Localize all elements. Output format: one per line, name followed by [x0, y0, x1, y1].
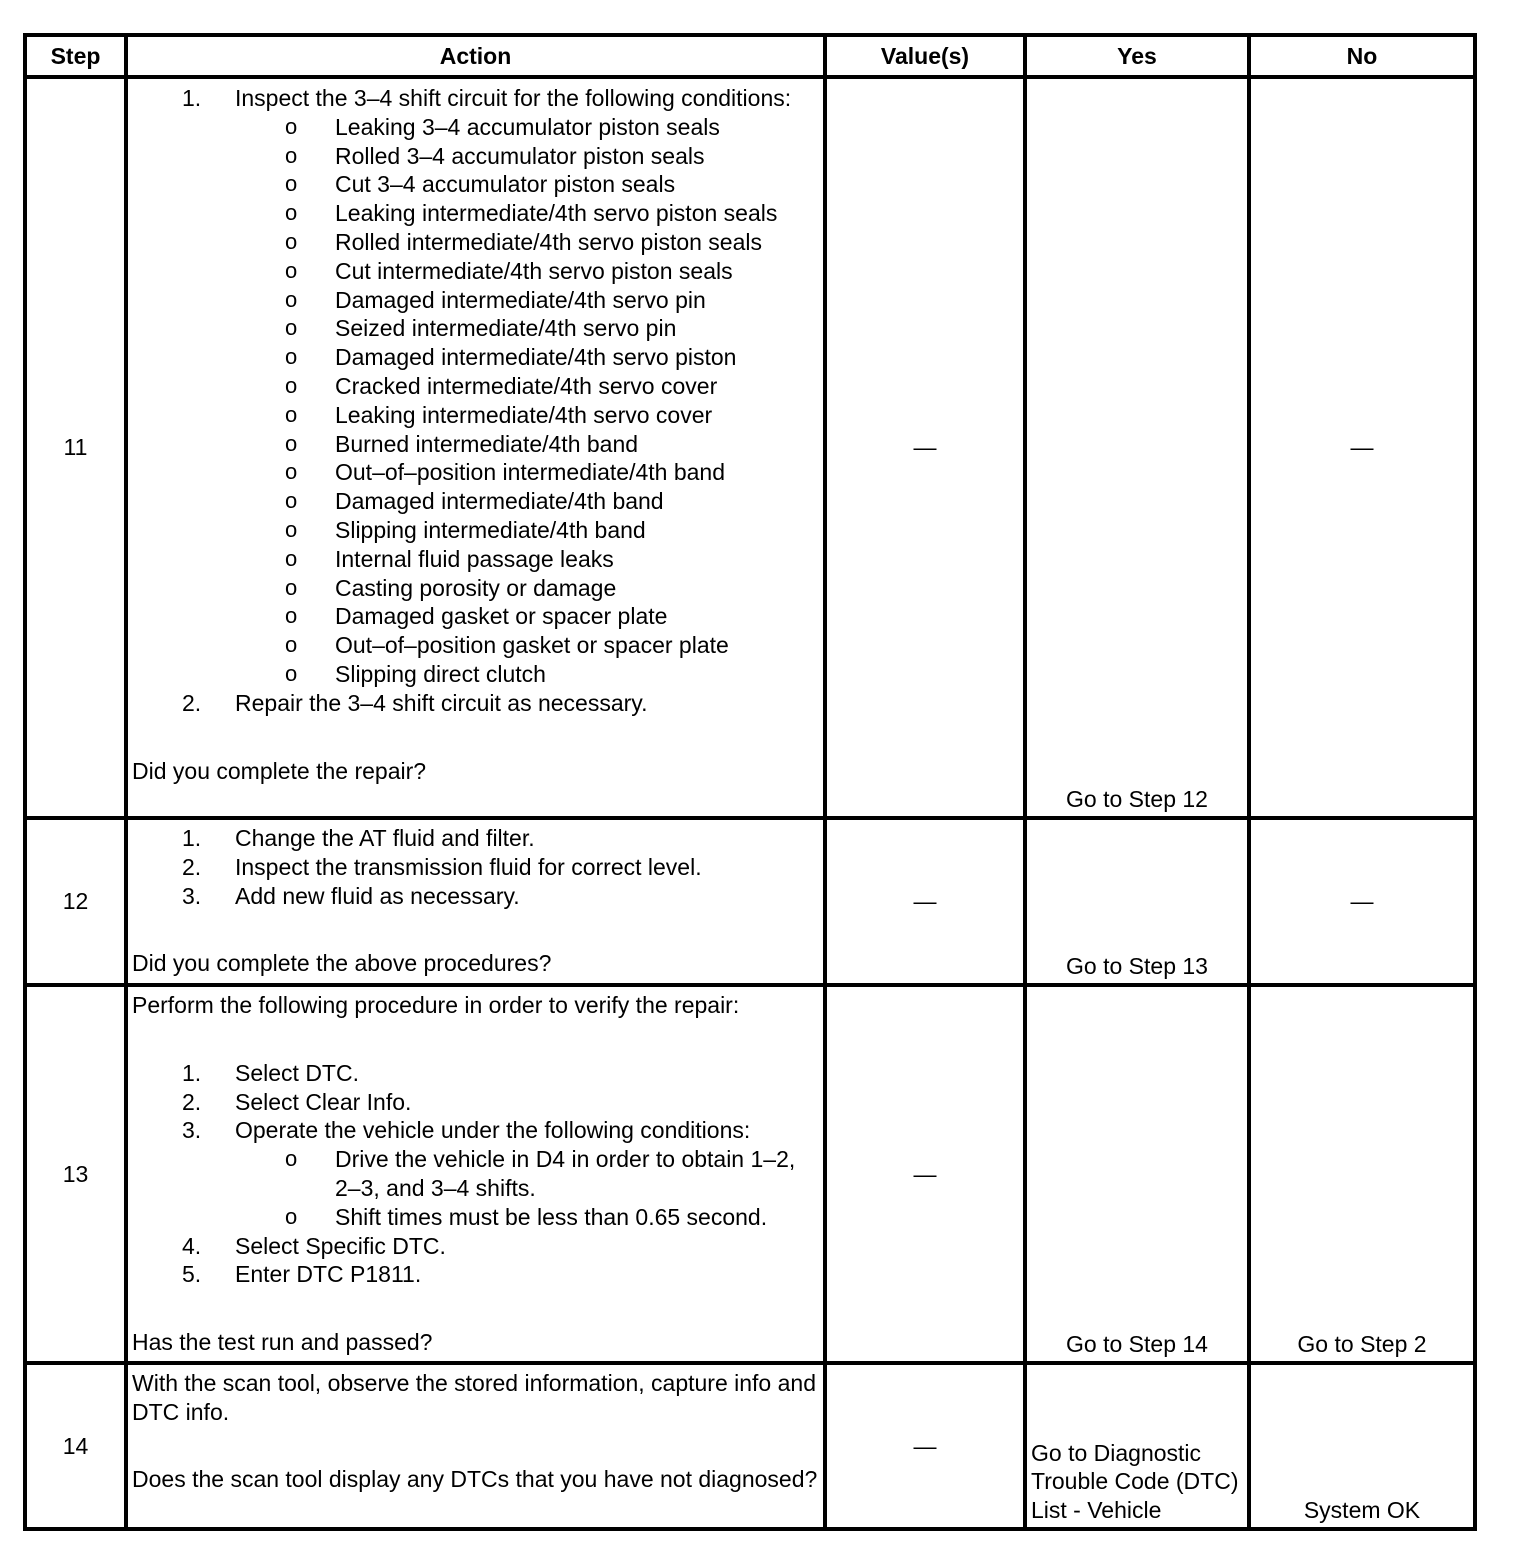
item-number: 1. — [182, 1059, 202, 1086]
bullet-marker: o — [285, 113, 298, 139]
bullet-marker: o — [285, 372, 298, 398]
bullet-marker: o — [285, 660, 298, 686]
bullet-item — [235, 545, 819, 574]
bullet-item — [235, 199, 819, 228]
item-number: 3. — [182, 882, 202, 909]
bullet-marker: o — [285, 401, 298, 427]
action-cell — [126, 1363, 825, 1529]
list-item — [132, 689, 819, 718]
item-text: Select Specific DTC. — [235, 1232, 446, 1259]
header-values: Value(s) — [825, 35, 1025, 77]
bullet-text: Leaking intermediate/4th servo cover — [335, 401, 713, 428]
bullet-item — [235, 516, 819, 545]
bullet-text: Cut 3–4 accumulator piston seals — [335, 171, 676, 198]
list-item — [132, 1059, 819, 1088]
action-steps — [132, 824, 819, 910]
yes-cell: Go to Step 14 — [1025, 985, 1249, 1363]
bullet-item — [235, 257, 819, 286]
bullet-marker: o — [285, 1203, 298, 1229]
bullet-text: Casting porosity or damage — [335, 574, 617, 601]
table-row-step-12 — [25, 818, 1475, 985]
list-item — [132, 882, 819, 911]
bullet-marker: o — [285, 1146, 298, 1172]
bullet-marker: o — [285, 315, 298, 341]
bullet-text: Damaged intermediate/4th servo pin — [335, 286, 706, 313]
bullet-item — [235, 1145, 815, 1203]
bullet-text: Rolled 3–4 accumulator piston seals — [335, 142, 705, 169]
list-item — [132, 1260, 819, 1289]
no-cell: — — [1249, 818, 1475, 985]
bullet-text: Damaged intermediate/4th servo piston — [335, 344, 737, 371]
bullet-marker: o — [285, 286, 298, 312]
item-text: Operate the vehicle under the following conditions: — [235, 1117, 751, 1144]
no-cell: Go to Step 2 — [1249, 985, 1475, 1363]
no-cell: — — [1249, 77, 1475, 818]
bullet-text: Seized intermediate/4th servo pin — [335, 315, 677, 342]
list-item — [132, 824, 819, 853]
bullet-text: Damaged intermediate/4th band — [335, 488, 664, 515]
step-number: 12 — [25, 818, 126, 985]
list-item — [132, 1116, 819, 1231]
list-item — [132, 1232, 819, 1261]
header-no: No — [1249, 35, 1475, 77]
bullet-item — [235, 602, 819, 631]
value-cell: — — [825, 1363, 1025, 1529]
bullet-item — [235, 631, 819, 660]
item-text: Enter DTC P1811. — [235, 1261, 422, 1288]
bullet-marker: o — [285, 603, 298, 629]
bullet-item — [235, 113, 819, 142]
item-number: 2. — [182, 1088, 202, 1115]
item-number: 2. — [182, 853, 202, 880]
table-row-step-14 — [25, 1363, 1475, 1529]
item-text: Add new fluid as necessary. — [235, 882, 520, 909]
bullet-text: Leaking 3–4 accumulator piston seals — [335, 113, 720, 140]
action-cell — [126, 818, 825, 985]
bullet-marker: o — [285, 430, 298, 456]
bullet-marker: o — [285, 257, 298, 283]
step-number: 11 — [25, 77, 126, 818]
item-text: Select DTC. — [235, 1059, 359, 1086]
bullet-text: Out–of–position gasket or spacer plate — [335, 632, 729, 659]
diagnostic-table — [23, 33, 1477, 1531]
bullet-text: Leaking intermediate/4th servo piston seals — [335, 200, 778, 227]
bullet-marker: o — [285, 516, 298, 542]
item-number: 1. — [182, 825, 202, 851]
bullet-text: Rolled intermediate/4th servo piston seals — [335, 228, 763, 255]
action-steps — [132, 84, 819, 718]
bullet-item — [235, 574, 819, 603]
bullet-text: Cut intermediate/4th servo piston seals — [335, 257, 733, 284]
item-number: 1. — [182, 85, 202, 111]
table-row-step-13 — [25, 985, 1475, 1363]
bullet-text: Drive the vehicle in D4 in order to obtain 1–2, 2–3, and 3–4 shifts. — [335, 1146, 796, 1201]
header-action: Action — [126, 35, 825, 77]
question-text: Did you complete the above procedures? — [132, 950, 552, 977]
bullet-text: Out–of–position intermediate/4th band — [335, 459, 725, 486]
bullet-item — [235, 660, 819, 689]
bullet-text: Slipping direct clutch — [335, 660, 546, 687]
item-number: 3. — [182, 1117, 202, 1144]
bullet-item — [235, 142, 819, 171]
bullet-text: Damaged gasket or spacer plate — [335, 603, 668, 630]
condition-list — [235, 113, 819, 689]
action-steps — [132, 1059, 819, 1289]
action-cell — [126, 77, 825, 818]
bullet-text: Internal fluid passage leaks — [335, 545, 614, 572]
question-text: Does the scan tool display any DTCs that you have not diagnosed? — [132, 1465, 818, 1492]
list-item — [132, 1088, 819, 1117]
table-row-step-11 — [25, 77, 1475, 818]
yes-cell: Go to Step 12 — [1025, 77, 1249, 818]
header-row — [25, 35, 1475, 77]
no-cell: System OK — [1249, 1363, 1475, 1529]
item-text: Repair the 3–4 shift circuit as necessary. — [235, 689, 648, 716]
bullet-item — [235, 314, 819, 343]
bullet-item — [235, 286, 819, 315]
value-cell: — — [825, 818, 1025, 985]
yes-cell: Go to Diagnostic Trouble Code (DTC) List - Vehicle — [1025, 1363, 1249, 1529]
step-number: 13 — [25, 985, 126, 1363]
bullet-item — [235, 458, 819, 487]
bullet-marker: o — [285, 228, 298, 254]
bullet-marker: o — [285, 545, 298, 571]
item-text: Select Clear Info. — [235, 1088, 412, 1115]
item-text: Inspect the 3–4 shift circuit for the following conditions: — [235, 85, 792, 111]
bullet-marker: o — [285, 171, 298, 197]
item-text: Change the AT fluid and filter. — [235, 825, 535, 851]
list-item — [132, 853, 819, 882]
value-cell: — — [825, 77, 1025, 818]
question-text: Did you complete the repair? — [132, 757, 427, 784]
condition-list — [235, 1145, 819, 1231]
bullet-text: Burned intermediate/4th band — [335, 430, 639, 457]
action-cell — [126, 985, 825, 1363]
bullet-item — [235, 401, 819, 430]
bullet-marker: o — [285, 459, 298, 485]
bullet-text: Cracked intermediate/4th servo cover — [335, 372, 718, 399]
list-item — [132, 84, 819, 689]
bullet-item — [235, 487, 819, 516]
bullet-marker: o — [285, 344, 298, 370]
item-number: 2. — [182, 689, 202, 716]
question-text: Has the test run and passed? — [132, 1329, 433, 1356]
bullet-marker: o — [285, 200, 298, 226]
bullet-marker: o — [285, 632, 298, 658]
step-number: 14 — [25, 1363, 126, 1529]
header-step: Step — [25, 35, 126, 77]
header-yes: Yes — [1025, 35, 1249, 77]
intro-text: Perform the following procedure in order to verify the repair: — [132, 992, 740, 1018]
bullet-text: Slipping intermediate/4th band — [335, 516, 646, 543]
value-cell: — — [825, 985, 1025, 1363]
bullet-marker: o — [285, 142, 298, 168]
yes-cell: Go to Step 13 — [1025, 818, 1249, 985]
bullet-item — [235, 372, 819, 401]
bullet-marker: o — [285, 574, 298, 600]
intro-text: With the scan tool, observe the stored information, capture info and DTC info. — [132, 1370, 816, 1425]
bullet-item — [235, 1203, 819, 1232]
bullet-item — [235, 430, 819, 459]
item-text: Inspect the transmission fluid for correct level. — [235, 853, 702, 880]
item-number: 4. — [182, 1232, 202, 1259]
bullet-item — [235, 343, 819, 372]
item-number: 5. — [182, 1261, 202, 1288]
bullet-marker: o — [285, 488, 298, 514]
bullet-text: Shift times must be less than 0.65 second. — [335, 1203, 768, 1230]
bullet-item — [235, 170, 819, 199]
bullet-item — [235, 228, 819, 257]
